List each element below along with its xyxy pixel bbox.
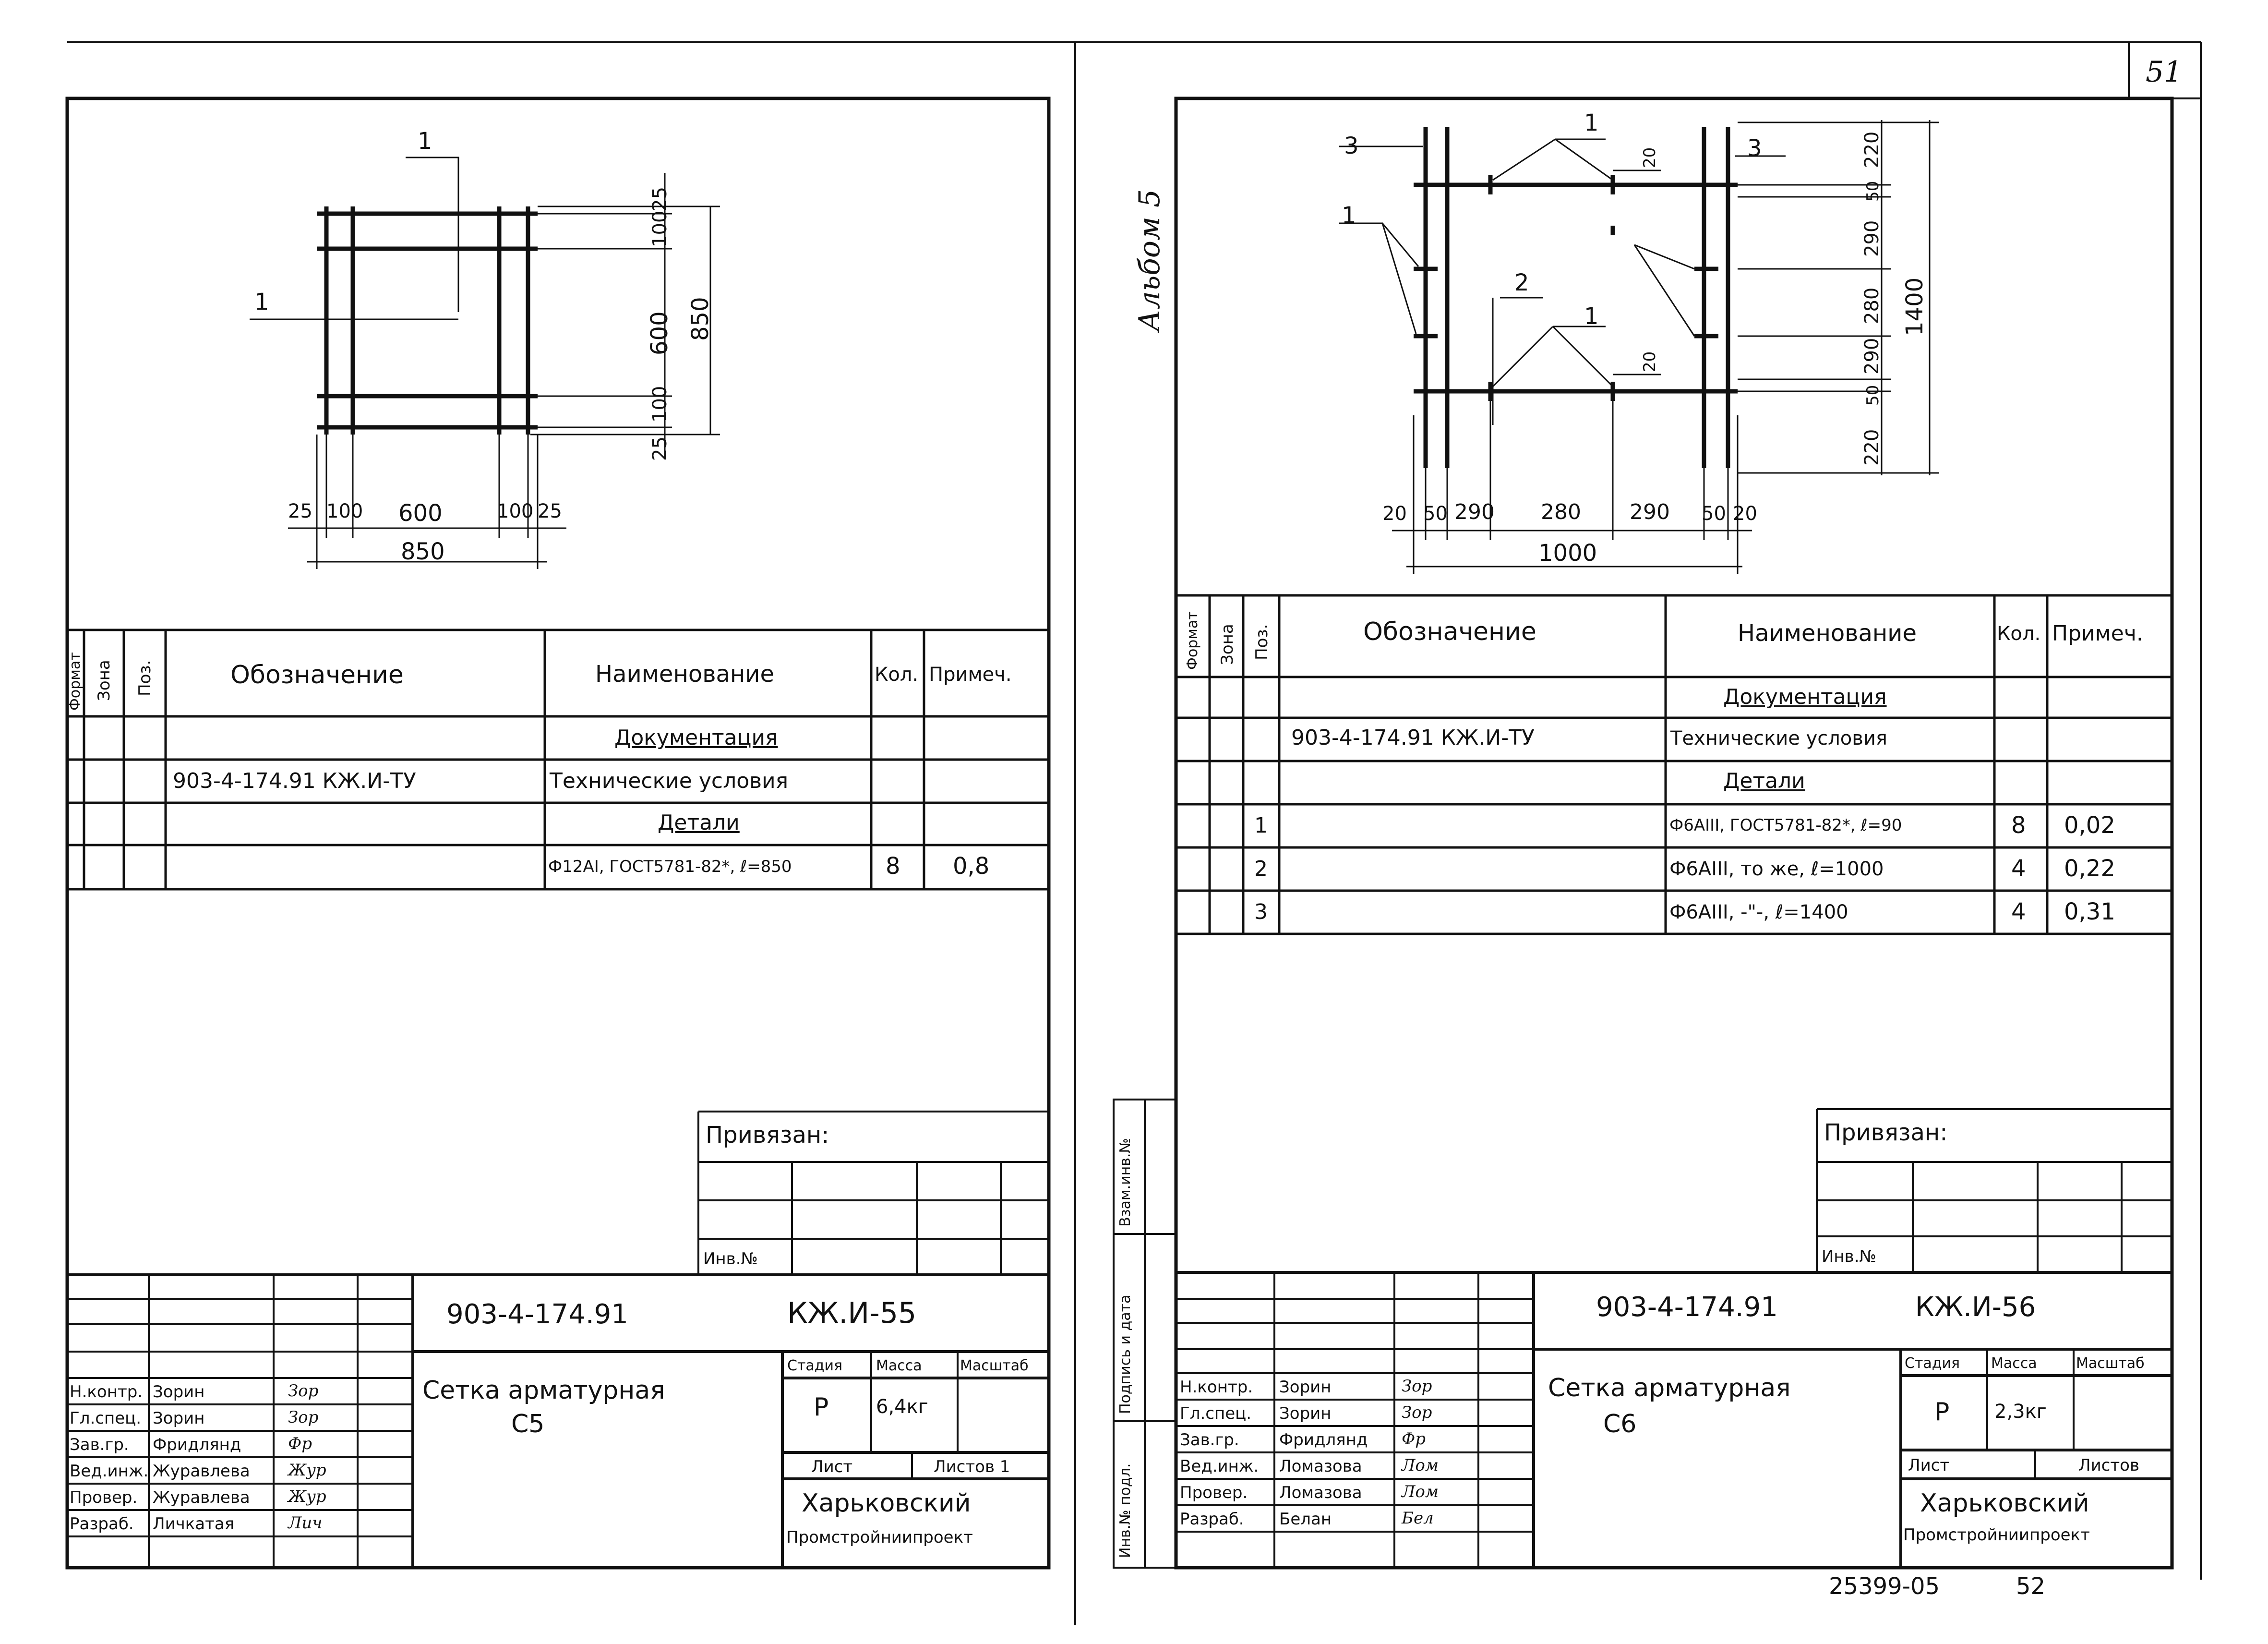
spec-row-designation: 903-4-174.91 КЖ.И-ТУ <box>173 769 416 793</box>
spec-row-designation: 903-4-174.91 КЖ.И-ТУ <box>1291 725 1535 750</box>
role-name: Белан <box>1279 1510 1332 1529</box>
role-signature: Зор <box>1402 1403 1432 1422</box>
leader-label: 3 <box>1747 135 1762 162</box>
col-header-zone: Зона <box>1218 624 1237 665</box>
spec-row-qty: 8 <box>2011 812 2026 839</box>
org-line1: Харьковский <box>1920 1489 2089 1518</box>
dim-label: 50 <box>1863 181 1883 202</box>
sheets-label: Листов <box>2078 1456 2140 1475</box>
col-header-note: Примеч. <box>929 664 1012 686</box>
role-label: Зав.гр. <box>1180 1430 1239 1450</box>
spec-row-note: 0,8 <box>953 853 990 880</box>
inv-no-label: Инв.№ <box>703 1249 758 1269</box>
spec-row-pos: 1 <box>1254 813 1268 838</box>
role-label: Провер. <box>1180 1483 1248 1502</box>
stage-value: Р <box>814 1393 829 1422</box>
role-name: Личкатая <box>153 1514 235 1534</box>
title-line1: Сетка арматурная <box>1548 1374 1791 1402</box>
col-header-note: Примеч. <box>2052 621 2143 646</box>
dim-label: 20 <box>1382 503 1407 525</box>
role-name: Зорин <box>153 1409 205 1428</box>
sheets-label: Листов 1 <box>934 1457 1010 1476</box>
spec-row-name: Документация <box>614 725 778 750</box>
spec-row-name: Детали <box>1723 769 1805 793</box>
sheet-code: КЖ.И-55 <box>787 1296 917 1330</box>
dim-total-label: 850 <box>401 538 445 565</box>
dim-label: 600 <box>398 500 443 527</box>
sheet-label: Лист <box>811 1457 853 1476</box>
role-label: Гл.спец. <box>1180 1404 1252 1423</box>
col-header-pos: Поз. <box>135 660 155 696</box>
title-line2: С6 <box>1603 1410 1637 1438</box>
sheet-label: Лист <box>1908 1456 1950 1475</box>
role-signature: Жур <box>288 1487 326 1506</box>
dim-label: 600 <box>646 311 673 355</box>
dim-total-label: 1400 <box>1901 277 1928 336</box>
mass-value: 6,4кг <box>876 1396 928 1418</box>
leader-label: 1 <box>1584 303 1599 330</box>
spec-row-name: Детали <box>658 810 740 835</box>
dim-label: 100 <box>326 500 363 522</box>
role-name: Фридлянд <box>153 1435 241 1454</box>
col-header-name: Наименование <box>595 661 775 688</box>
privyazan-label: Привязан: <box>706 1122 829 1148</box>
footer-code: 25399-05 <box>1829 1573 1940 1600</box>
dim-label: 290 <box>1861 338 1883 375</box>
dim-label: 100 <box>649 386 671 423</box>
col-header-qty: Кол. <box>1997 623 2041 645</box>
leader-label: 2 <box>1514 269 1529 296</box>
spec-row-name: Технические условия <box>1670 727 1887 749</box>
leader-label: 1 <box>254 289 269 315</box>
spec-row-name: Документация <box>1723 685 1887 709</box>
spec-row-name: Ф6АIII, -"-, ℓ=1400 <box>1669 901 1848 923</box>
role-label: Вед.инж. <box>70 1462 149 1481</box>
dim-label: 280 <box>1861 287 1883 324</box>
spec-row-note: 0,22 <box>2064 855 2115 882</box>
spec-row-pos: 2 <box>1254 857 1268 881</box>
role-signature: Лом <box>1402 1456 1439 1475</box>
spec-row-qty: 8 <box>886 853 900 880</box>
dim-label: 220 <box>1861 131 1883 168</box>
scale-header: Масштаб <box>2076 1355 2145 1372</box>
spec-row-name: Ф6АIII, то же, ℓ=1000 <box>1669 858 1884 880</box>
stage-value: Р <box>1934 1398 1950 1426</box>
privyazan-label: Привязан: <box>1824 1119 1948 1146</box>
col-header-format: Формат <box>1184 611 1201 670</box>
scale-header: Масштаб <box>960 1357 1029 1374</box>
role-name: Зорин <box>1279 1404 1332 1423</box>
role-name: Ломазова <box>1279 1457 1362 1476</box>
role-label: Вед.инж. <box>1180 1457 1259 1476</box>
col-header-format: Формат <box>67 652 84 711</box>
role-signature: Зор <box>1402 1377 1432 1396</box>
inv-no-label: Инв.№ <box>1822 1247 1876 1266</box>
col-header-designation: Обозначение <box>1363 617 1536 646</box>
role-label: Н.контр. <box>70 1382 143 1402</box>
dim-label: 100 <box>649 210 671 247</box>
doc-code: 903-4-174.91 <box>446 1299 628 1330</box>
role-signature: Лич <box>288 1513 323 1533</box>
role-signature: Фр <box>1402 1429 1426 1449</box>
org-line2: Промстройниипроект <box>786 1528 973 1547</box>
col-header-qty: Кол. <box>875 664 919 686</box>
page-number: 51 <box>2146 55 2183 89</box>
dim-label: 50 <box>1863 385 1883 406</box>
role-label: Зав.гр. <box>70 1435 129 1454</box>
dim-label: 220 <box>1861 429 1883 466</box>
stamp-signature-date: Подпись и дата <box>1117 1294 1134 1414</box>
title-line1: Сетка арматурная <box>422 1376 665 1405</box>
col-header-pos: Поз. <box>1252 624 1272 660</box>
mass-header: Масса <box>1991 1355 2037 1372</box>
org-line2: Промстройниипроект <box>1903 1525 2090 1545</box>
dim-label: 50 <box>1702 503 1726 525</box>
spec-row-qty: 4 <box>2011 855 2026 882</box>
role-signature: Лом <box>1402 1482 1439 1501</box>
stage-header: Стадия <box>1905 1355 1960 1372</box>
role-signature: Жур <box>288 1461 326 1480</box>
role-signature: Бел <box>1402 1509 1434 1528</box>
role-label: Провер. <box>70 1488 138 1507</box>
role-signature: Зор <box>288 1408 319 1427</box>
spec-row-name: Ф6АIII, ГОСТ5781-82*, ℓ=90 <box>1669 816 1902 835</box>
role-label: Разраб. <box>1180 1510 1244 1529</box>
dim-label: 25 <box>538 500 562 522</box>
role-name: Фридлянд <box>1279 1430 1368 1450</box>
stamp-inv-podl: Инв.№ подл. <box>1117 1463 1134 1558</box>
dim-label: 100 <box>497 500 534 522</box>
col-header-designation: Обозначение <box>230 661 404 689</box>
org-line1: Харьковский <box>802 1489 971 1518</box>
dim-total-label: 850 <box>687 297 714 341</box>
role-label: Н.контр. <box>1180 1378 1253 1397</box>
sheet-code: КЖ.И-56 <box>1915 1292 2036 1323</box>
dim-label: 25 <box>649 436 671 461</box>
role-name: Ломазова <box>1279 1483 1362 1502</box>
role-signature: Фр <box>288 1434 312 1453</box>
dim-total-label: 1000 <box>1538 540 1597 567</box>
col-header-name: Наименование <box>1738 620 1917 647</box>
stamp-vzam-inv: Взам.инв.№ <box>1117 1138 1134 1227</box>
spec-row-qty: 4 <box>2011 898 2026 925</box>
role-name: Зорин <box>153 1382 205 1402</box>
leader-label: 3 <box>1344 133 1359 159</box>
role-name: Журавлева <box>153 1462 250 1481</box>
footer-page: 52 <box>2016 1573 2046 1600</box>
dim-label: 20 <box>1640 147 1659 168</box>
spec-row-note: 0,31 <box>2064 898 2115 925</box>
spec-row-name: Технические условия <box>550 769 789 793</box>
mass-header: Масса <box>876 1357 922 1374</box>
leader-label: 1 <box>418 128 432 155</box>
dim-label: 280 <box>1541 500 1581 524</box>
dim-label: 290 <box>1630 500 1670 524</box>
leader-label: 1 <box>1342 202 1356 229</box>
col-header-zone: Зона <box>95 660 114 701</box>
role-label: Разраб. <box>70 1514 134 1534</box>
role-label: Гл.спец. <box>70 1409 142 1428</box>
dim-label: 50 <box>1423 503 1448 525</box>
stage-header: Стадия <box>787 1357 843 1374</box>
role-signature: Зор <box>288 1381 319 1401</box>
spec-row-name: Ф12АI, ГОСТ5781-82*, ℓ=850 <box>548 857 792 876</box>
album-label: Альбом 5 <box>1133 189 1166 331</box>
mass-value: 2,3кг <box>1994 1401 2047 1423</box>
dim-label: 290 <box>1454 500 1495 524</box>
doc-code: 903-4-174.91 <box>1596 1292 1778 1323</box>
dim-label: 20 <box>1733 503 1757 525</box>
title-line2: С5 <box>511 1410 545 1438</box>
dim-label: 20 <box>1640 351 1659 372</box>
dim-label: 25 <box>288 500 312 522</box>
leader-label: 1 <box>1584 109 1599 136</box>
dim-label: 290 <box>1861 220 1883 257</box>
spec-row-pos: 3 <box>1254 900 1268 924</box>
role-name: Журавлева <box>153 1488 250 1507</box>
dim-label: 25 <box>649 187 671 211</box>
spec-row-note: 0,02 <box>2064 812 2115 839</box>
role-name: Зорин <box>1279 1378 1332 1397</box>
